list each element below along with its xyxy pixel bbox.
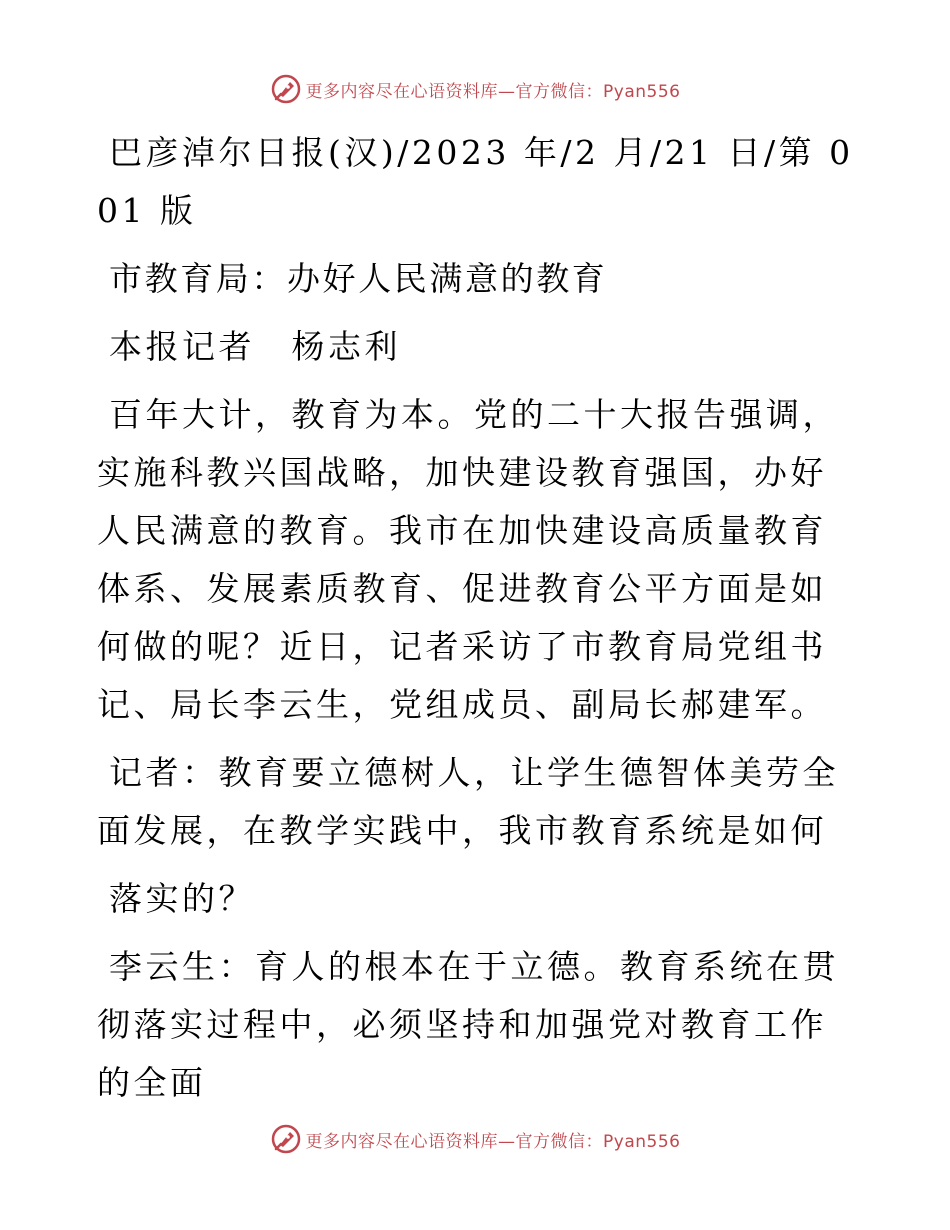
watermark-text: 更多内容尽在心语资料库—官方微信：Pyan556 — [305, 81, 681, 102]
watermark-footer — [0, 1122, 950, 1156]
pen-nib-logo-icon — [270, 1123, 302, 1155]
paragraph-intro: 百年大计，教育为本。党的二十大报告强调，实施科教兴国战略，加快建设教育强国，办好人民满意的教育。我市在加快建设高质量教育体系、发展素质教育、促进教育公平方面是如何做的呢？近日，记者采访了市教育局党组书记、局长李云生，党组成员、副局长郝建军。 — [97, 395, 839, 724]
watermark-header — [0, 72, 950, 106]
paragraph-answer: 李云生：育人的根本在于立德。教育系统在贯彻落实过程中，必须坚持和加强党对教育工作的全面 — [97, 947, 839, 1102]
watermark-text: 更多内容尽在心语资料库—官方微信：Pyan556 — [305, 1131, 681, 1152]
pen-nib-logo-icon — [270, 73, 302, 105]
article-body — [97, 124, 857, 1122]
watermark-content — [270, 73, 681, 105]
source-line: 巴彦淖尔日报(汉)/2023 年/2 月/21 日/第 001 版 — [97, 133, 854, 230]
byline: 本报记者 杨志利 — [109, 327, 401, 366]
article-title: 市教育局：办好人民满意的教育 — [109, 259, 608, 298]
paragraph-question: 记者：教育要立德树人，让学生德智体美劳全面发展，在教学实践中，我市教育系统是如何 — [97, 753, 839, 850]
watermark-content — [270, 1123, 681, 1155]
paragraph-question-end: 落实的？ — [109, 879, 255, 918]
